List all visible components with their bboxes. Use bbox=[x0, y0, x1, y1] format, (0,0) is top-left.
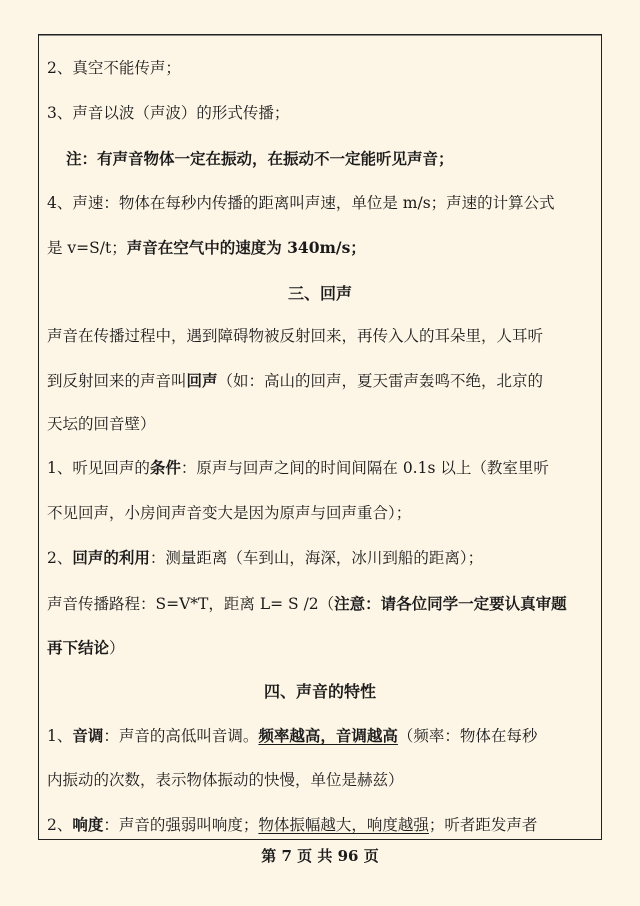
divider bbox=[39, 35, 601, 36]
text-line-echo-3: 天坛的回音壁） bbox=[47, 415, 156, 433]
text-line-echo-1: 声音在传播过程中，遇到障碍物被反射回来，再传入人的耳朵里，人耳听 bbox=[47, 327, 544, 345]
text-line-path-1: 声音传播路程：S=V*T，距离 L= S /2（注意：请各位同学一定要认真审题 bbox=[47, 594, 567, 613]
text-line-wave: 3、声音以波（声波）的形式传播； bbox=[47, 104, 290, 122]
section-heading-properties: 四、声音的特性 bbox=[263, 682, 376, 701]
text-line-pitch-1: 1、音调：声音的高低叫音调。频率越高，音调越高（频率：物体在每秒 bbox=[47, 726, 538, 745]
text-line-path-2: 再下结论） bbox=[47, 638, 125, 657]
text-line-condition-2: 不见回声，小房间声音变大是因为原声与回声重合）； bbox=[47, 504, 412, 522]
text-line-use: 2、回声的利用：测量距离（车到山，海深，冰川到船的距离）； bbox=[47, 548, 484, 567]
note-line: 注：有声音物体一定在振动，在振动不一定能听见声音； bbox=[66, 149, 454, 168]
text-line-pitch-2: 内振动的次数，表示物体振动的快慢，单位是赫兹） bbox=[47, 771, 404, 789]
text-line-echo-2: 到反射回来的声音叫回声（如：高山的回声，夏天雷声轰鸣不绝，北京的 bbox=[47, 371, 544, 390]
text-line-speed-2: 是 v=S/t；声音在空气中的速度为 340m/s； bbox=[47, 238, 366, 257]
text-line-vacuum: 2、真空不能传声； bbox=[47, 59, 181, 77]
section-heading-echo: 三、回声 bbox=[287, 284, 352, 303]
text-line-speed-1: 4、声速：物体在每秒内传播的距离叫声速，单位是 m/s；声速的计算公式 bbox=[47, 194, 555, 212]
text-line-condition-1: 1、听见回声的条件：原声与回声之间的时间间隔在 0.1s 以上（教室里听 bbox=[47, 458, 549, 477]
page-number: 第 7 页 共 96 页 bbox=[261, 847, 379, 865]
text-line-loudness: 2、响度：声音的强弱叫响度；物体振幅越大，响度越强；听者距发声者 bbox=[47, 815, 538, 834]
